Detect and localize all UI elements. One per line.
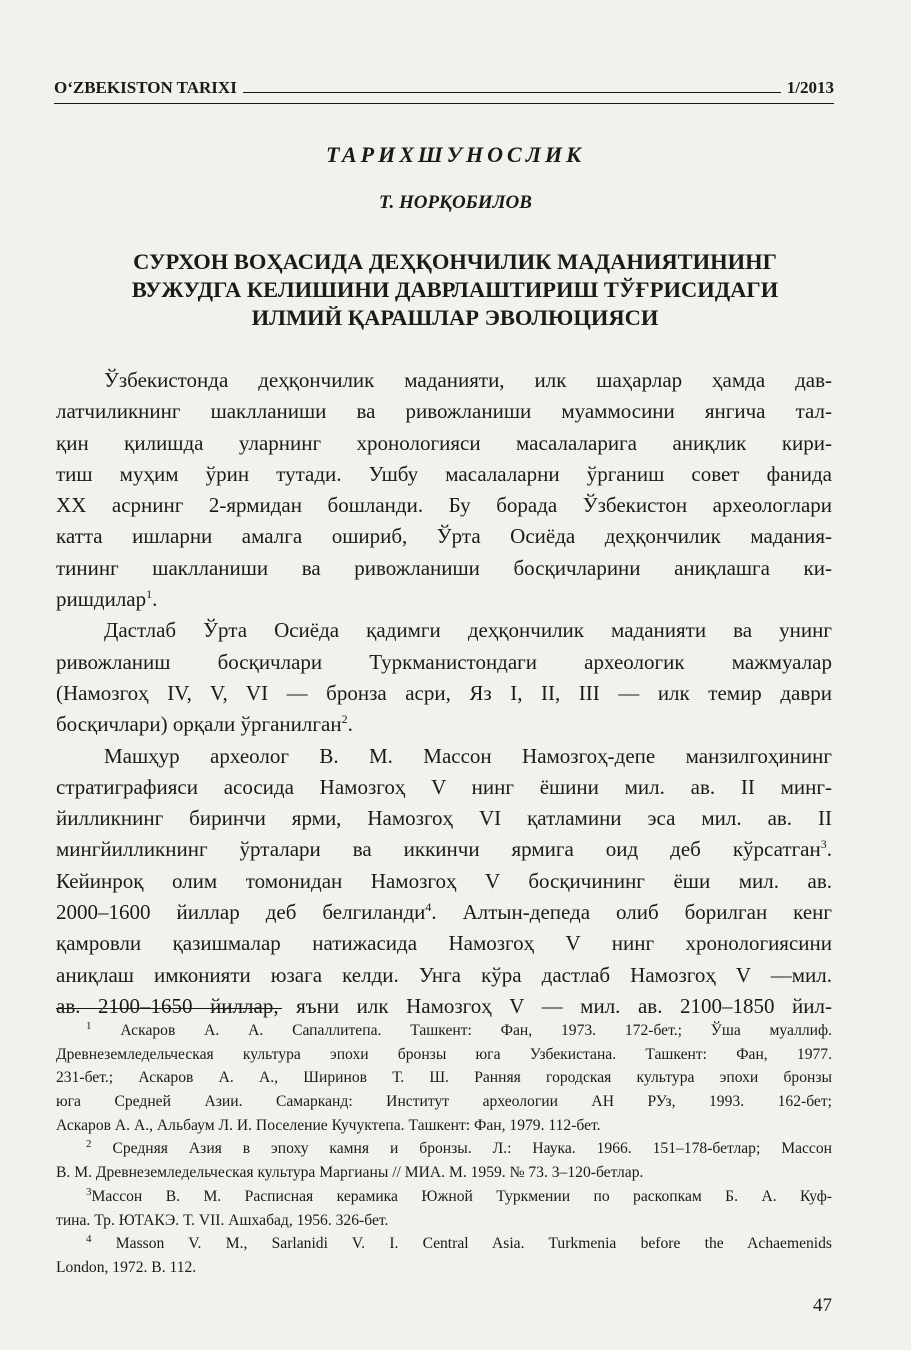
body-line: Ўзбекистонда деҳқончилик маданияти, илк шаҳарлар ҳамда дав-: [104, 368, 832, 392]
body-line-suffix: . Алтын-депеда олиб борилган кенг: [431, 900, 832, 925]
body-line: [56, 584, 832, 615]
body-line: катта ишларни амалга ошириб, Ўрта Осиёда деҳқончилик мадания-: [56, 524, 832, 549]
body-line: аниқлаш имконияти юзага келди. Унга кўра дастлаб Намозгоҳ V —мил.: [56, 962, 832, 987]
footnote-line: [56, 1137, 832, 1161]
footnote-ref[interactable]: 1: [146, 587, 153, 602]
body-line-suffix: .: [826, 837, 832, 862]
footnote-text: Средняя Азия в эпоху камня и бронзы. Л.: Наука. 1966. 151–178-бетлар; Массон: [112, 1140, 832, 1158]
footnote-line: 231-бет.; Аскаров А. А., Ширинов Т. Ш. Ранняя городская культура эпохи бронзы: [56, 1069, 832, 1087]
author-name: Т. НОРҚОБИЛОВ: [379, 192, 532, 213]
body-line: тининг шаклланиши ва ривожланиши босқичларини аниқлашга ки-: [56, 555, 832, 580]
page-number: 47: [813, 1295, 832, 1316]
body-line: [56, 834, 832, 865]
footnote-mark: 2: [86, 1138, 92, 1151]
body-line: тиш муҳим ўрин тутади. Ушбу масалаларни ўрганиш совет фанида: [56, 461, 832, 486]
footnote-line: London, 1972. B. 112.: [56, 1258, 197, 1276]
footnote-ref[interactable]: 2: [341, 712, 348, 727]
body-line-text: ришдилар: [56, 587, 147, 612]
footnote-line: [56, 1185, 832, 1209]
body-line: [56, 709, 832, 740]
journal-name: O‘ZBEKISTON TARIXI: [54, 78, 237, 97]
footnote-line: юга Средней Азии. Самарканд: Институт археологии АН РУз, 1993. 162-бет;: [56, 1093, 832, 1111]
body-line: [56, 897, 832, 928]
footnotes: [56, 1019, 832, 1280]
body-line: Дастлаб Ўрта Осиёда қадимги деҳқончилик маданияти ва унинг: [104, 618, 832, 643]
article-title-line: СУРХОН ВОҲАСИДА ДЕҲҚОНЧИЛИК МАДАНИЯТИНИНГ: [133, 249, 777, 274]
footnote-line: [56, 1232, 832, 1256]
body-line: Машҳур археолог В. М. Массон Намозгоҳ-депе манзилгоҳининг: [104, 743, 832, 768]
footnote-line: [56, 1019, 832, 1043]
body-line: Кейинроқ олим томонидан Намозгоҳ V босқичининг ёши мил. ав.: [56, 868, 832, 893]
body-line: ривожланиш босқичлари Туркманистондаги археологик мажмуалар: [56, 649, 832, 674]
section-title: ТАРИХШУНОСЛИК: [325, 142, 586, 167]
body-line: ав. 2100–1650 йиллар, яъни илк Намозгоҳ V — мил. ав. 2100–1850 йил-: [56, 993, 832, 1018]
footnote-mark: 3: [86, 1185, 92, 1198]
header-underline: [54, 103, 834, 104]
body-line: қамровли қазишмалар натижасида Намозгоҳ V нинг хронологиясини: [56, 931, 832, 956]
footnote-line: В. М. Древнеземледельческая культура Маргианы // МИА. М. 1959. № 73. 3–120-бетлар.: [56, 1164, 644, 1182]
footnote-mark: 1: [86, 1019, 92, 1032]
body-line-text: босқичлари) орқали ўрганилган: [56, 712, 342, 737]
footnote-separator: [56, 1008, 282, 1009]
running-header: [54, 78, 834, 98]
body-line-text: 2000–1600 йиллар деб белгиланди: [56, 900, 426, 925]
footnote-text: Masson V. M., Sarlanidi V. I. Central Asia. Turkmenia before the Achaemenids: [115, 1235, 833, 1253]
body-line: (Намозгоҳ IV, V, VI — бронза асри, Яз I, II, III — илк темир даври: [56, 680, 832, 705]
body-line-suffix: .: [347, 712, 353, 737]
issue-number: 1/2013: [786, 78, 834, 97]
footnote-ref[interactable]: 3: [820, 837, 827, 852]
body-line-suffix: .: [152, 587, 158, 612]
article-title: [60, 248, 850, 332]
footnote-mark: 4: [86, 1233, 92, 1245]
footnote-line: тина. Тр. ЮТАКЭ. Т. VII. Ашхабад, 1956. 326-бет.: [56, 1211, 389, 1229]
header-rule: [243, 92, 781, 93]
body-line: XX асрнинг 2-ярмидан бошланди. Бу борада Ўзбекистон археологлари: [56, 493, 832, 518]
body-line: қин қилишда уларнинг хронологияси масалаларига аниқлик кири-: [56, 430, 832, 455]
footnote-line: Древнеземледельческая культура эпохи бронзы юга Узбекистана. Ташкент: Фан, 1977.: [56, 1045, 832, 1063]
footnote-line: Аскаров А. А., Альбаум Л. И. Поселение Кучуктепа. Ташкент: Фан, 1979. 112-бет.: [56, 1116, 601, 1134]
body-line-text: мингйилликнинг ўрталари ва иккинчи ярмига оид деб кўрсатган: [56, 837, 821, 862]
body-line: йилликнинг биринчи ярми, Намозгоҳ VI қатламини эса мил. ав. II: [56, 806, 832, 831]
article-title-line: ВУЖУДГА КЕЛИШИНИ ДАВРЛАШТИРИШ ТЎҒРИСИДАГИ: [131, 277, 779, 302]
body-line: стратиграфияси асосида Намозгоҳ V нинг ёшини мил. ав. II минг-: [56, 774, 832, 799]
article-body: [56, 365, 832, 1022]
body-line: латчиликнинг шаклланиши ва ривожланиши муаммосини янгича тал-: [56, 399, 832, 424]
footnote-ref[interactable]: 4: [425, 900, 432, 915]
footnote-text: Аскаров А. А. Сапаллитепа. Ташкент: Фан, 1973. 172-бет.; Ўша муаллиф.: [120, 1022, 832, 1039]
article-title-line: ИЛМИЙ ҚАРАШЛАР ЭВОЛЮЦИЯСИ: [251, 305, 659, 330]
footnote-text: Массон В. М. Расписная керамика Южной Туркмении по раскопкам Б. А. Куф-: [91, 1187, 832, 1205]
